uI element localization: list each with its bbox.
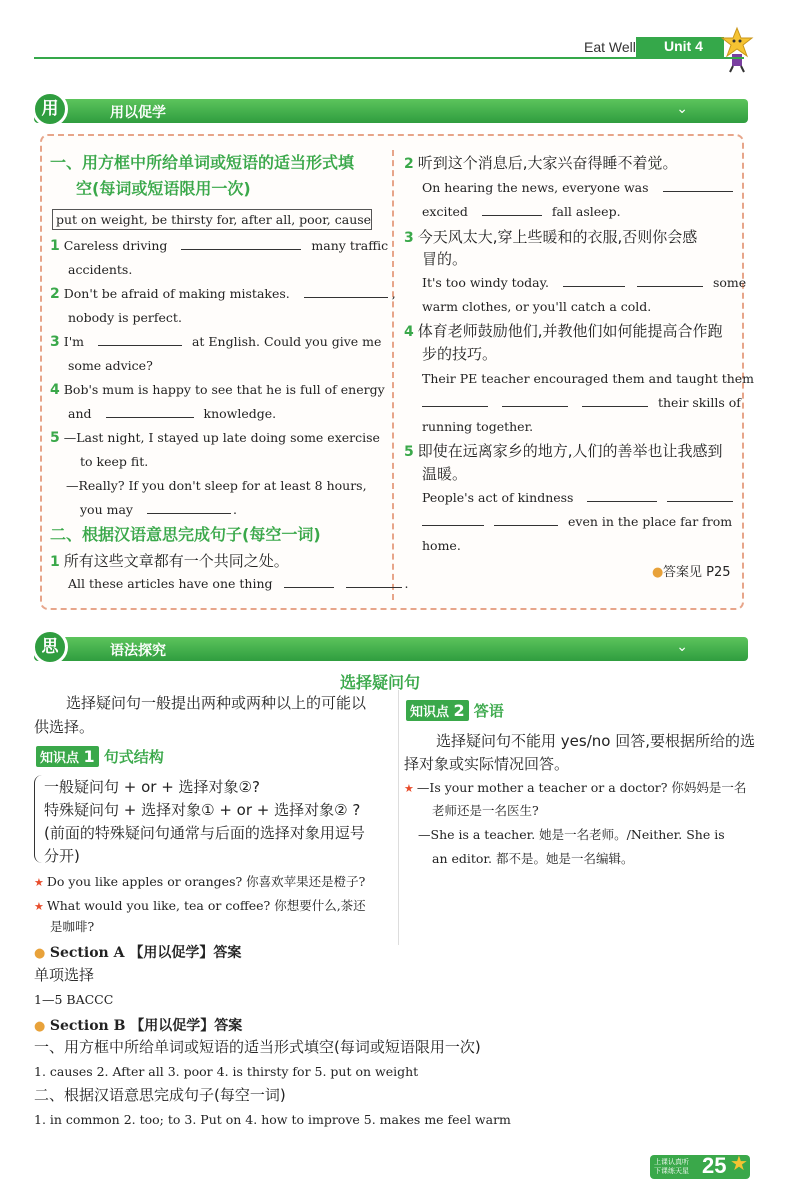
star-icon: ★	[730, 1151, 748, 1175]
answer-blank[interactable]	[346, 577, 402, 588]
answers-heading: Section B 【用以促学】答案	[49, 1018, 243, 1034]
dialog-text: —Is your mother a teacher or a doctor? 你妈妈是一名	[416, 780, 747, 795]
sentence-2-en-cont	[422, 204, 621, 220]
answers-type: 单项选择	[34, 966, 95, 984]
star-icon: ★	[404, 782, 414, 795]
answers-part-1: 一、用方框中所给单词或短语的适当形式填空(每词或短语限用一次)	[34, 1038, 481, 1056]
chevron-down-icon[interactable]: ⌄	[676, 639, 688, 655]
page-footer	[650, 1151, 750, 1179]
section-badge: 思	[32, 629, 68, 665]
sentence-en: On hearing the news, everyone was	[422, 180, 649, 195]
header-rule	[34, 57, 744, 59]
answer-blank[interactable]	[582, 396, 648, 407]
answer-reference-text: 答案见 P25	[663, 565, 731, 580]
lesson-title: Eat Well	[584, 39, 636, 55]
answer-blank[interactable]	[422, 396, 488, 407]
question-number: 5	[404, 444, 414, 460]
dialog-answer: —She is a teacher. 她是一名老师。/Neither. She is	[418, 827, 725, 842]
knowledge-point-title: 答语	[473, 702, 504, 720]
star-mascot-icon	[720, 26, 754, 74]
answers-part-1-values: 1. causes 2. After all 3. poor 4. is thirsty for 5. put on weight	[34, 1064, 419, 1079]
answer-blank[interactable]	[502, 396, 568, 407]
answer-blank[interactable]	[667, 491, 733, 502]
answers-section-a-values: 1—5 BACCC	[34, 992, 114, 1007]
question-text: at English. Could you give me	[191, 334, 382, 349]
sentence-5-en	[422, 490, 733, 506]
sentence-cn: 今天风太大,穿上些暖和的衣服,否则你会感	[417, 228, 698, 246]
question-number: 2	[50, 286, 60, 302]
question-text: Careless driving	[63, 238, 168, 253]
question-number: 3	[50, 334, 60, 350]
question-number: 1	[50, 238, 60, 254]
sentence-2-cn	[404, 152, 678, 175]
dialog-answer-cont: an editor. 都不是。她是一名编辑。	[432, 851, 634, 866]
question-3-cont: some advice?	[68, 358, 153, 373]
question-2-cont: nobody is perfect.	[68, 310, 182, 325]
question-1-cont: accidents.	[68, 262, 133, 277]
chevron-down-icon[interactable]: ⌄	[676, 101, 688, 117]
knowledge-point-tag: 知识点 1	[36, 746, 99, 767]
sentence-en: .	[404, 576, 409, 591]
question-4	[50, 382, 385, 398]
sentence-4-cn-cont: 步的技巧。	[422, 345, 498, 363]
question-2	[50, 286, 396, 302]
sentence-en: fall asleep.	[551, 204, 621, 219]
question-5-reply: —Really? If you don't sleep for at least 8 hours,	[66, 478, 367, 493]
answer-blank[interactable]	[181, 239, 301, 250]
sentence-cn: 听到这个消息后,大家兴奋得睡不着觉。	[417, 154, 678, 172]
answer-blank[interactable]	[663, 181, 733, 192]
answer-blank[interactable]	[587, 491, 657, 502]
sentence-en: excited	[422, 204, 468, 219]
sentence-1-en	[68, 576, 408, 592]
question-number: 4	[50, 382, 60, 398]
sentence-5-en-cont	[422, 514, 732, 530]
answer-blank[interactable]	[637, 276, 703, 287]
sentence-3-cn	[404, 226, 697, 249]
section-badge: 用	[32, 91, 68, 127]
answers-part-2-values: 1. in common 2. too; to 3. Put on 4. how to improve 5. makes me feel warm	[34, 1112, 511, 1127]
exercise-heading-2: 二、根据汉语意思完成句子(每空一词)	[50, 525, 321, 544]
footer-slogan: 上课认真听 下课练天星	[654, 1158, 689, 1175]
knowledge-point-tag: 知识点 2	[406, 700, 469, 721]
sentence-3-en-cont: warm clothes, or you'll catch a cold.	[422, 299, 652, 314]
sentence-1-cn	[50, 550, 289, 573]
question-text: and	[68, 406, 92, 421]
answer-blank[interactable]	[98, 335, 182, 346]
formula-1: 一般疑问句 + or + 选择对象②?	[44, 778, 260, 796]
column-divider	[398, 690, 399, 945]
example-text: What would you like, tea or coffee? 你想要什么,茶还	[46, 898, 366, 913]
answer-rule-cont: 择对象或实际情况回答。	[404, 755, 570, 773]
question-5	[50, 430, 380, 446]
example-2	[34, 898, 366, 915]
formula-note: (前面的特殊疑问句通常与后面的选择对象用逗号	[44, 824, 365, 842]
sentence-4-en-cont	[422, 395, 741, 411]
exercise-heading-1: 一、用方框中所给单词或短语的适当形式填	[50, 153, 355, 172]
page-number: 25	[702, 1153, 727, 1178]
unit-label: Unit 4	[636, 37, 724, 57]
location-pin-icon: ●	[34, 946, 46, 961]
section-bar-practice	[34, 99, 748, 123]
question-5-reply-cont	[80, 502, 237, 518]
sentence-5-cn	[404, 440, 723, 463]
question-number: 5	[50, 430, 60, 446]
sentence-cn: 所有这些文章都有一个共同之处。	[63, 552, 289, 570]
question-text: —Last night, I stayed up late doing some exercise	[63, 430, 380, 445]
sentence-en: People's act of kindness	[422, 490, 574, 505]
sentence-4-en: Their PE teacher encouraged them and taught them	[422, 371, 755, 386]
formula-note-cont: 分开)	[44, 847, 80, 865]
example-2-cont: 是咖啡?	[50, 919, 95, 934]
sentence-en: even in the place far from	[567, 514, 733, 529]
section-title: 语法探究	[110, 643, 166, 659]
grammar-title: 选择疑问句	[340, 673, 421, 692]
question-1	[50, 238, 388, 254]
sentence-en: All these articles have one thing	[68, 576, 273, 591]
sentence-2-en	[422, 180, 733, 196]
star-icon: ★	[34, 900, 44, 913]
answer-blank[interactable]	[147, 503, 231, 514]
question-number: 1	[50, 554, 60, 570]
question-text: Don't be afraid of making mistakes.	[63, 286, 290, 301]
sentence-cn: 即使在远离家乡的地方,人们的善举也让我感到	[417, 442, 723, 460]
sentence-en: It's too windy today.	[422, 275, 549, 290]
answer-blank[interactable]	[304, 287, 388, 298]
dialog-question	[404, 780, 746, 797]
answers-section-a	[34, 942, 241, 962]
column-divider	[392, 150, 394, 600]
section-bar-grammar	[34, 637, 748, 661]
sentence-en: some	[712, 275, 747, 290]
question-text: knowledge.	[203, 406, 277, 421]
question-text: ,	[391, 286, 396, 301]
question-text: .	[232, 502, 237, 517]
dialog-question-cont: 老师还是一名医生?	[432, 803, 539, 818]
question-5-cont: to keep fit.	[80, 454, 149, 469]
sentence-3-cn-cont: 冒的。	[422, 250, 468, 268]
sentence-5-cn-cont: 温暖。	[422, 465, 468, 483]
question-number: 3	[404, 230, 414, 246]
star-icon: ★	[34, 876, 44, 889]
answer-blank[interactable]	[563, 276, 625, 287]
knowledge-point-1	[36, 746, 164, 767]
answer-blank[interactable]	[482, 205, 542, 216]
answer-rule: 选择疑问句不能用 yes/no 回答,要根据所给的选	[436, 732, 755, 750]
answer-blank[interactable]	[422, 515, 484, 526]
location-pin-icon: ●	[652, 565, 664, 580]
answers-part-2: 二、根据汉语意思完成句子(每空一词)	[34, 1086, 286, 1104]
example-1	[34, 874, 365, 891]
formula-brace	[34, 775, 42, 863]
answer-blank[interactable]	[494, 515, 558, 526]
sentence-4-en-cont2: running together.	[422, 419, 534, 434]
question-3	[50, 334, 381, 350]
sentence-cn: 体育老师鼓励他们,并教他们如何能提高合作跑	[417, 322, 723, 340]
answer-blank[interactable]	[284, 577, 334, 588]
question-number: 2	[404, 156, 414, 172]
exercise-heading-1-cont: 空(每词或短语限用一次)	[76, 179, 251, 198]
grammar-intro-cont: 供选择。	[34, 718, 95, 736]
answers-heading: Section A 【用以促学】答案	[49, 945, 242, 961]
sentence-5-en-cont2: home.	[422, 538, 461, 553]
knowledge-point-2	[406, 700, 504, 721]
location-pin-icon: ●	[34, 1019, 46, 1034]
answer-blank[interactable]	[106, 407, 194, 418]
question-text: I'm	[63, 334, 84, 349]
sentence-4-cn	[404, 320, 723, 343]
section-title: 用以促学	[110, 105, 166, 121]
question-text: Bob's mum is happy to see that he is full of energy	[63, 382, 385, 397]
sentence-3-en	[422, 275, 746, 291]
question-number: 4	[404, 324, 414, 340]
question-text: you may	[80, 502, 133, 517]
answer-reference[interactable]	[652, 561, 731, 580]
formula-2: 特殊疑问句 + 选择对象① + or + 选择对象② ?	[44, 801, 361, 819]
knowledge-point-title: 句式结构	[103, 748, 164, 766]
word-box: put on weight, be thirsty for, after all, poor, cause	[52, 209, 372, 230]
grammar-intro: 选择疑问句一般提出两种或两种以上的可能以	[66, 694, 367, 712]
example-text: Do you like apples or oranges? 你喜欢苹果还是橙子?	[46, 874, 366, 889]
question-text: many traffic	[311, 238, 389, 253]
sentence-en: their skills of	[657, 395, 741, 410]
question-4-cont	[68, 406, 276, 422]
answers-section-b	[34, 1015, 242, 1035]
